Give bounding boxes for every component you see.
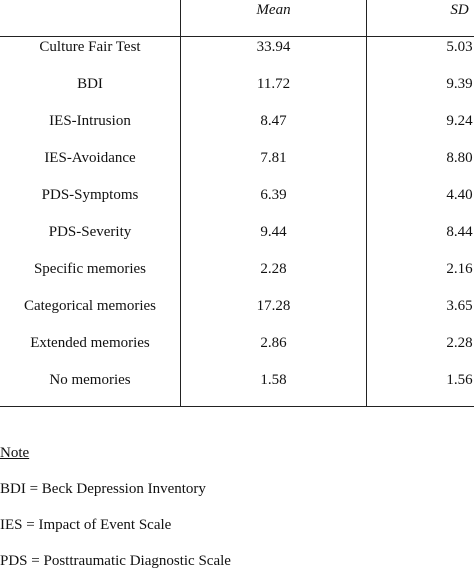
row-mean: 1.58 <box>260 372 287 388</box>
row-sd: 2.28 <box>446 335 473 351</box>
row-label: IES-Intrusion <box>49 113 131 129</box>
row-label: Extended memories <box>30 335 150 351</box>
row-mean: 6.39 <box>260 187 287 203</box>
row-mean: 17.28 <box>256 298 291 314</box>
row-mean: 11.72 <box>256 76 291 92</box>
note-line: IES = Impact of Event Scale <box>0 517 172 533</box>
row-sd: 8.44 <box>446 224 473 240</box>
row-sd: 8.80 <box>446 150 473 166</box>
row-label: BDI <box>77 76 103 92</box>
row-label: PDS-Severity <box>48 224 132 240</box>
header-sd: SD <box>450 2 469 18</box>
row-mean: 2.86 <box>260 335 287 351</box>
row-sd: 3.65 <box>446 298 473 314</box>
row-sd: 9.24 <box>446 113 473 129</box>
row-sd: 9.39 <box>446 76 473 92</box>
row-label: Culture Fair Test <box>39 39 141 55</box>
row-divider <box>0 36 474 37</box>
row-sd: 4.40 <box>446 187 473 203</box>
row-mean: 7.81 <box>260 150 287 166</box>
row-sd: 1.56 <box>446 372 473 388</box>
row-mean: 2.28 <box>260 261 287 277</box>
note-line: PDS = Posttraumatic Diagnostic Scale <box>0 553 231 569</box>
row-label: IES-Avoidance <box>44 150 136 166</box>
row-label: Categorical memories <box>23 298 157 314</box>
note-line: BDI = Beck Depression Inventory <box>0 481 206 497</box>
row-mean: 9.44 <box>260 224 287 240</box>
row-sd: 2.16 <box>446 261 473 277</box>
row-label: PDS-Symptoms <box>41 187 139 203</box>
row-mean: 8.47 <box>260 113 287 129</box>
note-heading: Note <box>0 445 30 461</box>
row-label: No memories <box>49 372 131 388</box>
table-bottom-rule <box>0 406 474 407</box>
row-mean: 33.94 <box>256 39 291 55</box>
row-label: Specific memories <box>33 261 147 277</box>
row-sd: 5.03 <box>446 39 473 55</box>
header-mean: Mean <box>256 2 291 18</box>
